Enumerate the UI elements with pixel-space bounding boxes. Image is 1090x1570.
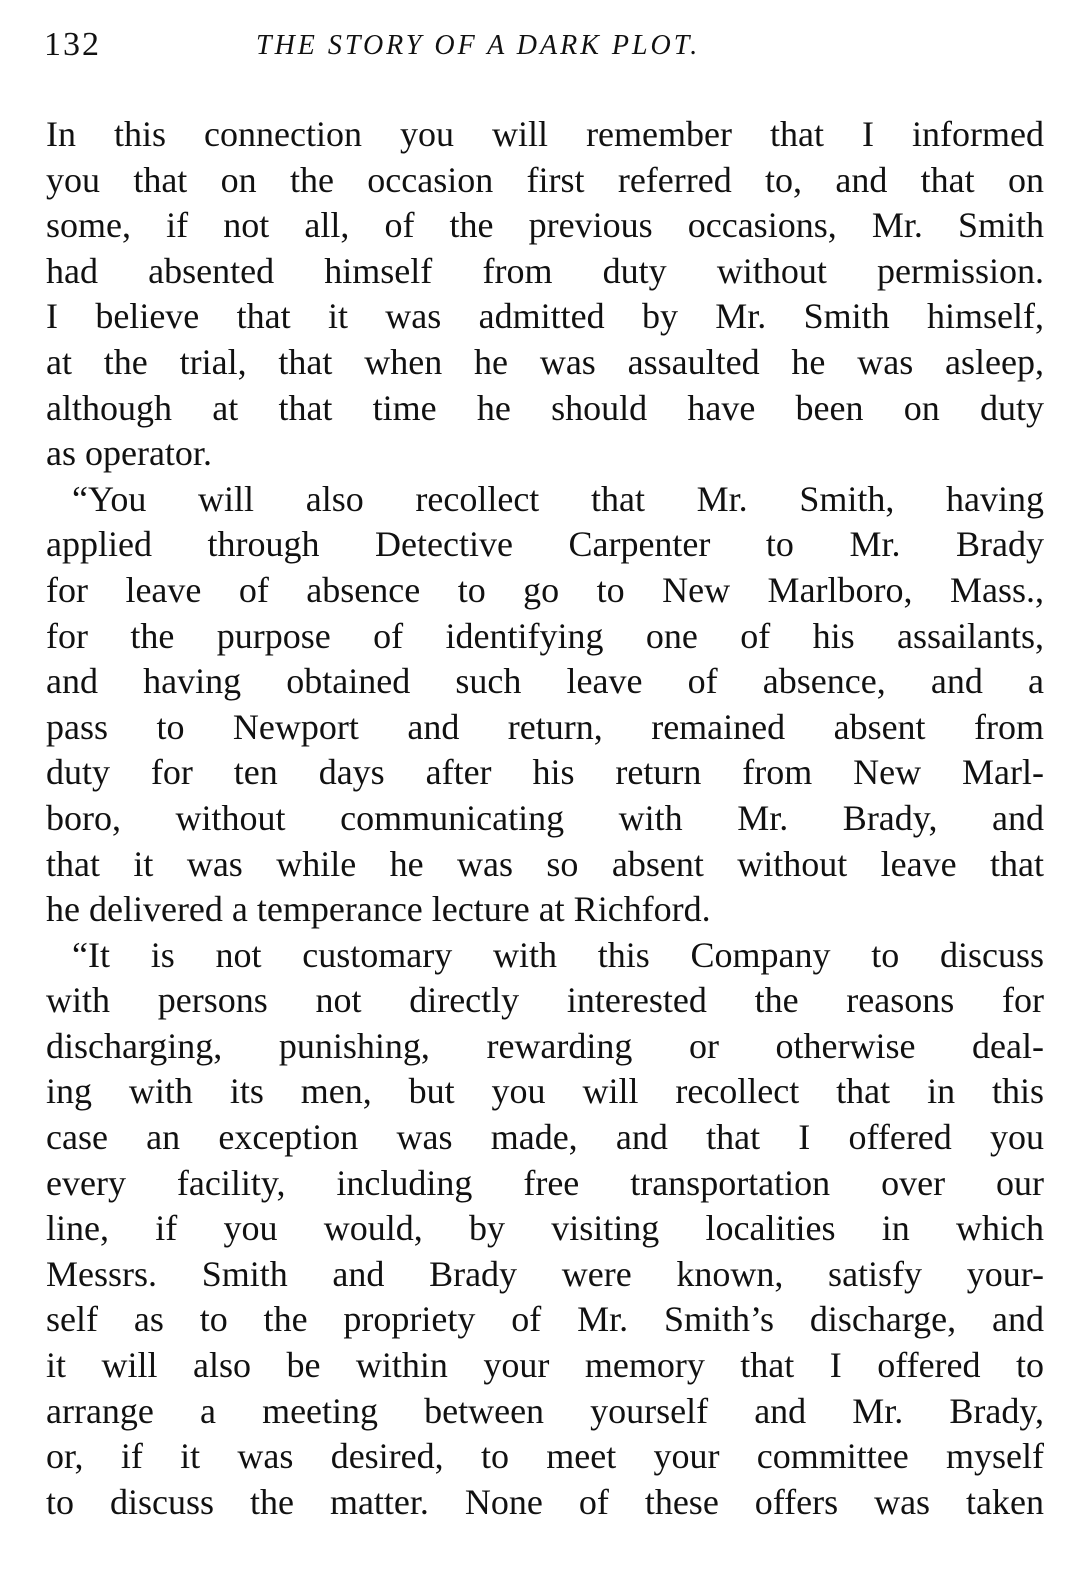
text-line: although at that time he should have been on duty xyxy=(46,387,1044,428)
text-line: with persons not directly interested the reasons for xyxy=(46,980,1044,1021)
text-line: applied through Detective Carpenter to Mr. Brady xyxy=(46,524,1044,565)
text-line: I believe that it was admitted by Mr. Smith himself, xyxy=(46,296,1044,337)
text-line: In this connection you will remember that I informed xyxy=(46,114,1044,154)
text-line: pass to Newport and return, remained absent from xyxy=(46,706,1044,747)
paragraph-start-line: “It is not customary with this Company to discuss xyxy=(72,934,1044,975)
text-line: Messrs. Smith and Brady were known, satisfy your- xyxy=(46,1253,1044,1294)
text-line: case an exception was made, and that I offered you xyxy=(46,1117,1044,1158)
text-line: for leave of absence to go to New Marlboro, Mass., xyxy=(46,569,1044,610)
text-line: duty for ten days after his return from New Marl- xyxy=(46,752,1044,793)
page-number: 132 xyxy=(44,26,101,63)
page-header xyxy=(44,26,1044,74)
text-line: some, if not all, of the previous occasions, Mr. Smith xyxy=(46,205,1044,246)
text-line: it will also be within your memory that I offered to xyxy=(46,1345,1044,1386)
text-line: boro, without communicating with Mr. Brady, and xyxy=(46,797,1044,838)
text-line: as operator. xyxy=(46,433,212,474)
text-line: that it was while he was so absent without leave that xyxy=(46,843,1044,884)
text-line: line, if you would, by visiting localities in which xyxy=(46,1208,1044,1249)
text-line: every facility, including free transportation over our xyxy=(46,1162,1044,1203)
body-text xyxy=(46,112,1044,1525)
text-line: he delivered a temperance lecture at Richford. xyxy=(46,889,711,930)
text-line: you that on the occasion first referred to, and that on xyxy=(46,159,1044,200)
running-title: THE STORY OF A DARK PLOT. xyxy=(256,30,701,61)
text-line: to discuss the matter. None of these offers was taken xyxy=(46,1481,1044,1522)
text-line: arrange a meeting between yourself and Mr. Brady, xyxy=(46,1390,1044,1431)
text-line: discharging, punishing, rewarding or otherwise deal- xyxy=(46,1025,1044,1066)
text-line: ing with its men, but you will recollect that in this xyxy=(46,1071,1044,1112)
text-line: for the purpose of identifying one of his assailants, xyxy=(46,615,1044,656)
text-line: or, if it was desired, to meet your committee myself xyxy=(46,1436,1044,1477)
text-line: had absented himself from duty without permission. xyxy=(46,250,1044,291)
text-line: and having obtained such leave of absence, and a xyxy=(46,661,1044,702)
text-line: self as to the propriety of Mr. Smith’s discharge, and xyxy=(46,1299,1044,1340)
text-line: at the trial, that when he was assaulted he was asleep, xyxy=(46,341,1044,382)
paragraph-start-line: “You will also recollect that Mr. Smith, having xyxy=(72,478,1044,519)
